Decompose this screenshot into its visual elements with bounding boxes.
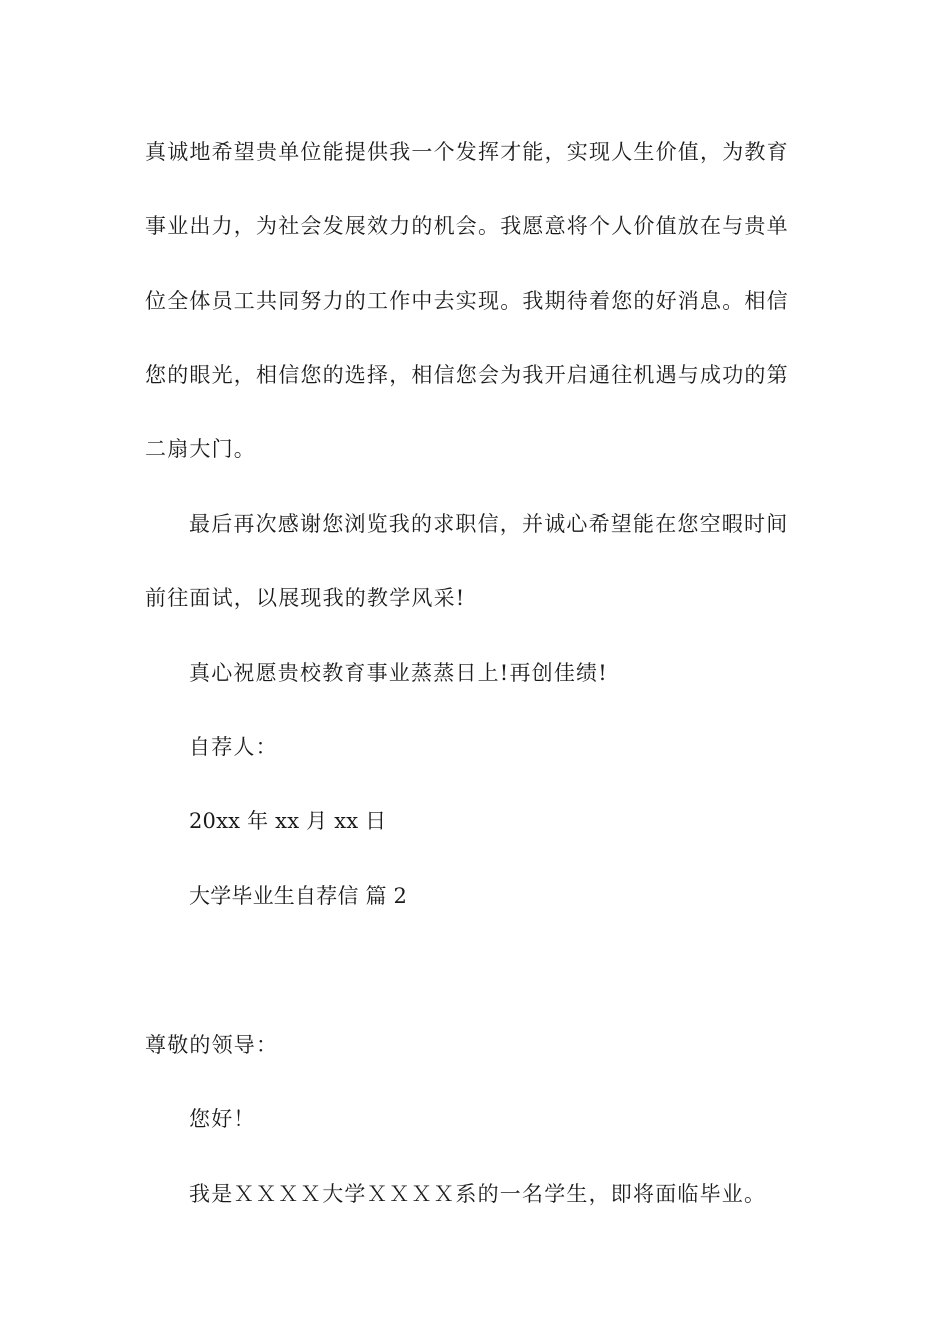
salutation: 尊敬的领导： xyxy=(145,1033,279,1057)
paragraph-line: 最后再次感谢您浏览我的求职信，并诚心希望能在您空暇时间 xyxy=(189,512,789,536)
paragraph-line: 前往面试，以展现我的教学风采! xyxy=(145,586,466,610)
greeting: 您好！ xyxy=(189,1107,256,1131)
closing-wish: 真心祝愿贵校教育事业蒸蒸日上!再创佳绩! xyxy=(189,661,608,685)
date-line: 20xx 年 xx 月 xx 日 xyxy=(189,809,387,833)
paragraph-line: 您的眼光，相信您的选择，相信您会为我开启通往机遇与成功的第 xyxy=(145,363,789,387)
paragraph-line: 位全体员工共同努力的工作中去实现。我期待着您的好消息。相信 xyxy=(145,289,789,313)
section-title: 大学毕业生自荐信 篇 2 xyxy=(189,884,408,908)
signature-label: 自荐人： xyxy=(189,735,278,759)
paragraph-line: 事业出力，为社会发展效力的机会。我愿意将个人价值放在与贵单 xyxy=(145,214,789,238)
paragraph-line: 二扇大门。 xyxy=(145,437,256,461)
paragraph-line: 真诚地希望贵单位能提供我一个发挥才能，实现人生价值，为教育 xyxy=(145,140,789,164)
intro-line: 我是ＸＸＸＸ大学ＸＸＸＸ系的一名学生，即将面临毕业。 xyxy=(189,1182,767,1206)
